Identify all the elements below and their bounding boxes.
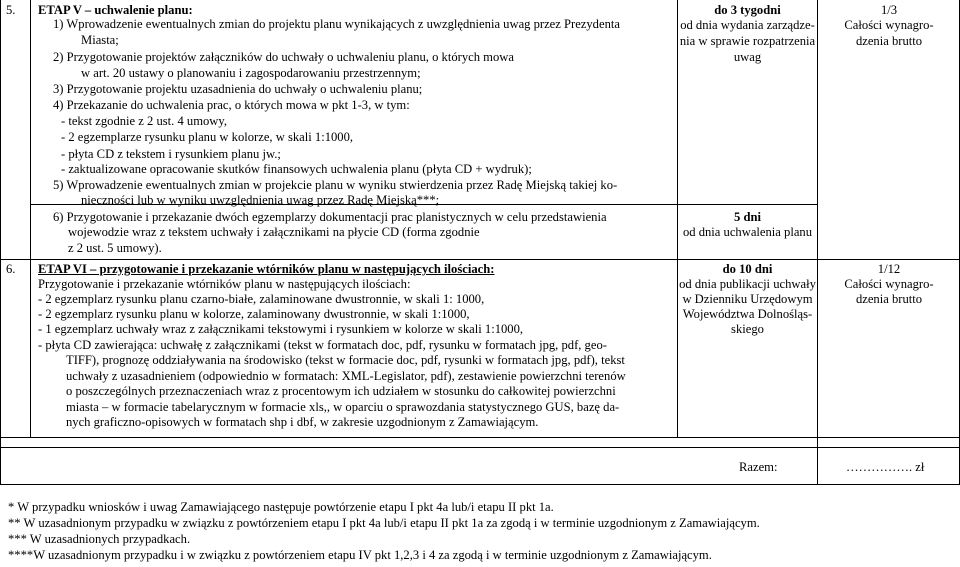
- row6-number: 6.: [6, 262, 16, 276]
- row6-term-line-2: w Dzienniku Urzędowym: [682, 292, 813, 306]
- row6-line-8: o poszczególnych przeznaczeniach wraz z procentowym ich udziałem w stosunku do całkowitej powierzchni: [66, 384, 616, 398]
- row6-line-5: - płyta CD zawierająca: uchwałę z załącznikami (tekst w formatach doc, pdf, rysunku w formatach jpg, pdf, geo-: [38, 338, 607, 352]
- total-label: Razem:: [739, 460, 778, 474]
- row5-line-11: 5) Wprowadzenie ewentualnych zmian w projekcie planu w wyniku stwierdzenia przez Radę Miejską takiej ko-: [53, 178, 618, 192]
- row5-sub6-line-1: 6) Przygotowanie i przekazanie dwóch egzemplarzy dokumentacji prac planistycznych w celu przedstawienia: [53, 210, 607, 224]
- row6-pay-fraction: 1/12: [877, 262, 901, 276]
- row5-line-3: 2) Przygotowanie projektów załączników do uchwały o uchwaleniu planu, o których mowa: [53, 50, 514, 64]
- row5-pay-line-2: dzenia brutto: [855, 34, 923, 48]
- row6-term-bold: do 10 dni: [722, 262, 773, 276]
- row5-line-4: w art. 20 ustawy o planowaniu i zagospodarowaniu przestrzennym;: [81, 66, 421, 80]
- row6-pay-line-1: Całości wynagro-: [844, 277, 934, 291]
- row5-term1-line-2: nia w sprawie rozpatrzenia: [679, 34, 816, 48]
- row5-term1-bold: do 3 tygodni: [714, 3, 781, 17]
- row5-sub6-line-2: wojewodzie wraz z tekstem uchwały i załącznikami na płycie CD (forma zgodnie: [68, 225, 480, 239]
- row6-line-9: miasta – w formacie tabelarycznym w formacie xls,, w oparciu o sprawozdania statystycznego GUS, bazę da-: [66, 400, 620, 414]
- row5-term1-line-1: od dnia wydania zarządze-: [680, 18, 815, 32]
- row6-term-line-4: skiego: [731, 322, 764, 336]
- footnote-3: *** W uzasadnionych przypadkach.: [8, 532, 191, 546]
- total-row-bottom-border: [0, 484, 960, 485]
- row6-term-line-1: od dnia publikacji uchwały: [679, 277, 816, 291]
- row5-line-10: - zaktualizowane opracowanie skutków finansowych uchwalenia planu (płyta CD + wydruk);: [61, 162, 532, 176]
- row6-bottom-border: [0, 437, 960, 438]
- row5-term1-line-3: uwag: [733, 50, 762, 64]
- row6-line-3: - 2 egzemplarz rysunku planu w kolorze, zalaminowany dwustronnie, w skali 1:1000,: [38, 307, 470, 321]
- row6-line-2: - 2 egzemplarz rysunku planu czarno-białe, zalaminowane dwustronnie, w skali 1: 1000,: [38, 292, 485, 306]
- row6-heading-text: ETAP VI – przygotowanie i przekazanie wtórników planu w następujących ilościach:: [38, 262, 495, 276]
- row6-line-6: TIFF), prognozę oddziaływania na środowisko (tekst w formacie doc, pdf, rysunki w formatach jpg, pdf), tekst: [66, 353, 625, 367]
- row6-pay-line-2: dzenia brutto: [855, 292, 923, 306]
- col-border-num: [30, 0, 31, 438]
- col-border-left: [0, 0, 1, 485]
- row5-line-1: 1) Wprowadzenie ewentualnych zmian do projektu planu wynikających z uwzględnienia uwag przez Prezydenta: [53, 17, 620, 31]
- footnote-2: ** W uzasadnionym przypadku w związku z powtórzeniem etapu I pkt 4a lub/i etapu II pkt 1a za zgodą i w terminie uzgodnionym z Zamawiającym.: [8, 516, 760, 530]
- row6-heading: [38, 262, 494, 276]
- row5-line-5: 3) Przygotowanie projektu uzasadnienia do uchwały o uchwaleniu planu;: [53, 82, 423, 96]
- row5-line-7: - tekst zgodnie z 2 ust. 4 umowy,: [61, 114, 228, 128]
- row5-term2-bold: 5 dni: [734, 210, 761, 224]
- row5-line-12: nieczności lub w wyniku uwzględnienia uwag przez Radę Miejską***;: [81, 193, 440, 207]
- row5-number: 5.: [6, 3, 16, 17]
- row5-line-2: Miasta;: [81, 33, 119, 47]
- row6-top-border: [0, 259, 960, 260]
- row5-line-9: - płyta CD z tekstem i rysunkiem planu jw.;: [61, 147, 281, 161]
- row6-line-1: Przygotowanie i przekazanie wtórników planu w następujących ilościach:: [38, 277, 411, 291]
- footnote-1: * W przypadku wniosków i uwag Zamawiającego następuje powtórzenie etapu I pkt 4a lub/i etapu II pkt 1a.: [8, 500, 554, 514]
- row5-line-6: 4) Przekazanie do uchwalenia prac, o których mowa w pkt 1-3, w tym:: [53, 98, 410, 112]
- row5-pay-fraction: 1/3: [880, 3, 898, 17]
- row6-term-line-3: Województwa Dolnośląs-: [682, 307, 813, 321]
- row6-line-4: - 1 egzemplarz uchwały wraz z załącznikami tekstowymi i rysunkiem w kolorze w skali 1:1000,: [38, 322, 524, 336]
- total-value: ……………. zł: [846, 460, 925, 474]
- total-row-top-border: [0, 447, 960, 448]
- row5-heading: ETAP V – uchwalenie planu:: [38, 3, 193, 17]
- row6-line-10: nych graficzno-opisowych w formatach shp i dbf, w zakresie uzgodnionym z Zamawiającym.: [66, 415, 539, 429]
- row5-pay-line-1: Całości wynagro-: [844, 18, 934, 32]
- footnote-4: ****W uzasadnionym przypadku i w związku z powtórzeniem etapu IV pkt 1,2,3 i 4 za zgodą i w terminie uzgodnionym z Zamawiającym.: [8, 548, 712, 562]
- row5-sub6-line-3: z 2 ust. 5 umowy).: [68, 241, 162, 255]
- row5-line-8: - 2 egzemplarze rysunku planu w kolorze, w skali 1:1000,: [61, 130, 354, 144]
- row5-term2-line: od dnia uchwalenia planu: [682, 225, 813, 239]
- row6-line-7: uchwały z uzasadnieniem (odpowiednio w formatach: XML-Legislator, pdf), zestawienie powierzchni terenów: [66, 369, 626, 383]
- col-border-pay: [817, 0, 818, 485]
